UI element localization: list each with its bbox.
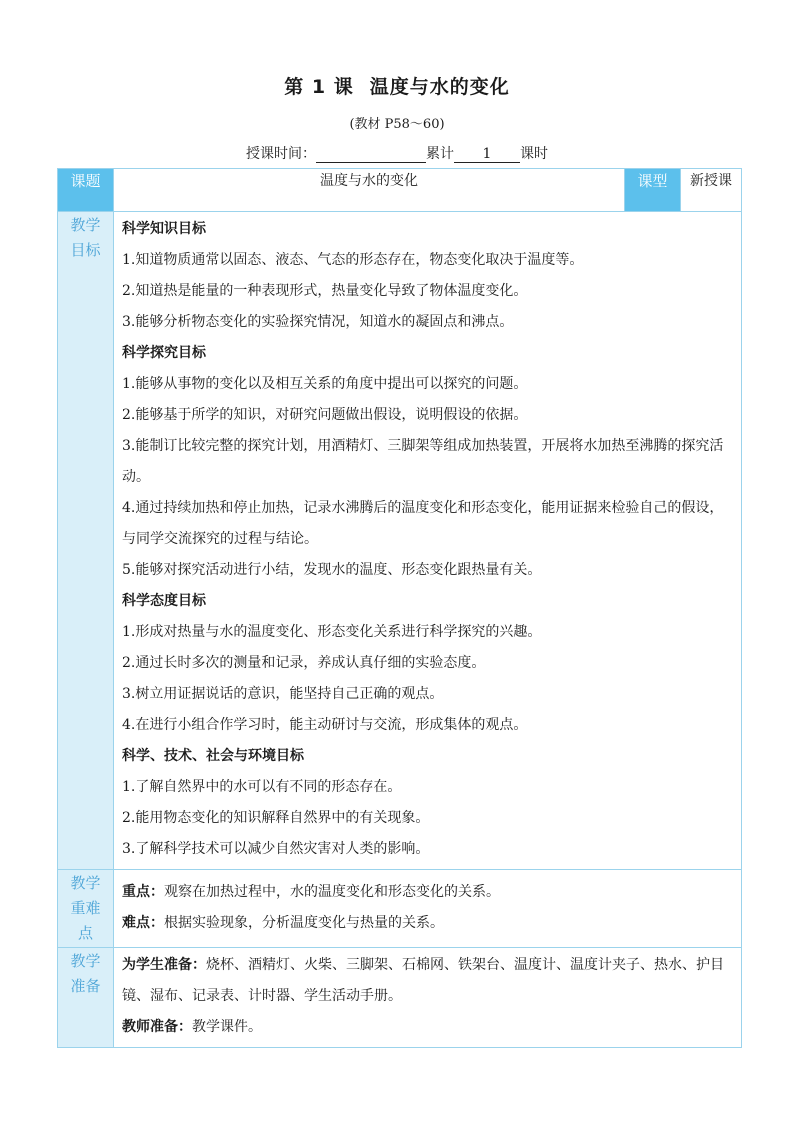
objective-item: 3.能制订比较完整的探究计划，用酒精灯、三脚架等组成加热装置，开展将水加热至沸腾的探究活动。 [122,438,724,485]
keypoints-content [114,870,742,948]
class-time-label: 授课时间： [246,146,316,162]
lesson-title [0,72,794,99]
objective-item: 2.知道热是能量的一种表现形式，热量变化导致了物体温度变化。 [122,283,528,299]
difficult-point: 难点：根据实验现象，分析温度变化与热量的关系。 [122,914,444,931]
keypoints-label: 教学 重难 点 [58,870,114,948]
section-title: 科学探究目标 [122,345,206,361]
section-title: 科学、技术、社会与环境目标 [122,748,304,764]
section-title: 科学态度目标 [122,593,206,609]
preparation-row [58,948,742,1048]
objective-item: 4.在进行小组合作学习时，能主动研讨与交流，形成集体的观点。 [122,717,528,733]
preparation-content [114,948,742,1048]
section-title: 科学知识目标 [122,221,206,237]
cumulative-value: 1 [454,146,520,163]
class-time-line [0,143,794,163]
student-preparation: 为学生准备：烧杯、酒精灯、火柴、三脚架、石棉网、铁架台、温度计、温度计夹子、热水、护目镜、湿布、记录表、计时器、学生活动手册。 [122,957,724,1004]
objectives-label: 教学 目标 [58,212,114,870]
lesson-number: 第 1 课 [284,76,354,98]
objectives-content [114,212,742,870]
topic-value: 温度与水的变化 [114,169,625,212]
objective-item: 2.通过长时多次的测量和记录，养成认真仔细的实验态度。 [122,655,486,671]
topic-row [58,169,742,212]
objective-item: 3.树立用证据说话的意识，能坚持自己正确的观点。 [122,686,444,702]
preparation-label: 教学 准备 [58,948,114,1048]
lesson-type-value: 新授课 [681,169,742,212]
cumulative-label: 累计 [426,146,454,162]
objective-item: 1.了解自然界中的水可以有不同的形态存在。 [122,779,402,795]
objective-item: 5.能够对探究活动进行小结，发现水的温度、形态变化跟热量有关。 [122,562,542,578]
period-label: 课时 [520,146,548,162]
objective-item: 3.能够分析物态变化的实验探究情况，知道水的凝固点和沸点。 [122,314,514,330]
teacher-preparation: 教师准备：教学课件。 [122,1019,262,1035]
lesson-name: 温度与水的变化 [369,76,510,98]
textbook-reference: (教材 P58～60) [349,117,445,132]
keypoints-row [58,870,742,948]
objective-item: 4.通过持续加热和停止加热，记录水沸腾后的温度变化和形态变化，能用证据来检验自己的假设，与同学交流探究的过程与结论。 [122,500,724,547]
objective-item: 3.了解科学技术可以减少自然灾害对人类的影响。 [122,841,430,857]
objective-item: 2.能用物态变化的知识解释自然界中的有关现象。 [122,810,430,826]
lesson-plan-table [57,168,742,1048]
objective-item: 1.知道物质通常以固态、液态、气态的形态存在，物态变化取决于温度等。 [122,252,584,268]
objective-item: 2.能够基于所学的知识，对研究问题做出假设，说明假设的依据。 [122,407,528,423]
objectives-row [58,212,742,870]
lesson-type-label: 课型 [625,169,681,212]
objective-item: 1.形成对热量与水的温度变化、形态变化关系进行科学探究的兴趣。 [122,624,542,640]
topic-label: 课题 [58,169,114,212]
key-point: 重点：观察在加热过程中，水的温度变化和形态变化的关系。 [122,883,500,900]
objective-item: 1.能够从事物的变化以及相互关系的角度中提出可以探究的问题。 [122,376,528,392]
class-time-blank [316,146,426,163]
